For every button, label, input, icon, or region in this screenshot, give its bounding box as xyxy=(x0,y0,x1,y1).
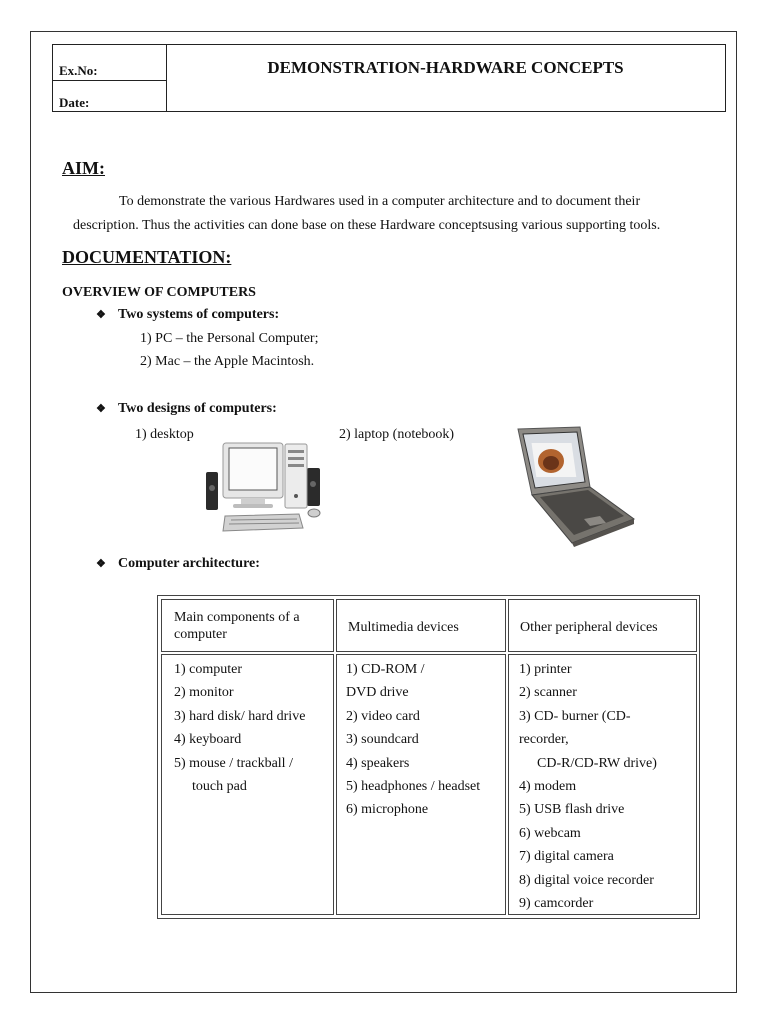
diamond-bullet-icon: ❖ xyxy=(96,309,106,321)
design-item-desktop: 1) desktop xyxy=(135,427,194,442)
list-item: 3) CD- burner (CD- xyxy=(519,708,631,724)
desktop-computer-image xyxy=(203,440,328,535)
list-item: 6) webcam xyxy=(519,825,581,841)
list-item: recorder, xyxy=(519,732,569,748)
document-title: DEMONSTRATION-HARDWARE CONCEPTS xyxy=(267,58,624,77)
list-item: 2) scanner xyxy=(519,685,577,701)
systems-bullet xyxy=(96,307,279,323)
list-item: 9) camcorder xyxy=(519,896,594,912)
architecture-bullet xyxy=(96,556,260,572)
list-item: 2) monitor xyxy=(174,685,234,701)
list-item: 3) soundcard xyxy=(346,732,419,748)
diamond-bullet-icon: ❖ xyxy=(96,558,106,570)
table-cell-peripherals xyxy=(508,654,697,915)
system-item: 1) PC – the Personal Computer; xyxy=(140,331,319,346)
list-item: 4) speakers xyxy=(346,755,410,771)
aim-heading: AIM: xyxy=(62,158,105,178)
systems-bullet-label: Two systems of computers: xyxy=(118,307,280,322)
list-item: CD-R/CD-RW drive) xyxy=(537,755,657,771)
exno-cell xyxy=(53,45,166,81)
aim-text-line-1: To demonstrate the various Hardwares used in a computer architecture and to document their xyxy=(119,194,641,209)
header-table xyxy=(52,44,726,112)
table-header-main-components: Main components of a computer xyxy=(161,599,334,652)
table-cell-multimedia xyxy=(336,654,506,915)
designs-bullet xyxy=(96,401,277,417)
design-item-laptop: 2) laptop (notebook) xyxy=(339,427,455,442)
architecture-bullet-label: Computer architecture: xyxy=(118,556,260,571)
exno-label: Ex.No: xyxy=(59,63,98,78)
diamond-bullet-icon: ❖ xyxy=(96,403,106,415)
list-item: touch pad xyxy=(192,779,247,795)
table-cell-main-components xyxy=(161,654,334,915)
documentation-heading: DOCUMENTATION: xyxy=(62,247,232,267)
list-item: 5) headphones / headset xyxy=(346,779,481,795)
list-item: DVD drive xyxy=(346,685,409,701)
system-item: 2) Mac – the Apple Macintosh. xyxy=(140,354,315,369)
date-label: Date: xyxy=(59,95,90,110)
table-header-peripherals: Other peripheral devices xyxy=(508,599,697,652)
list-item: 1) printer xyxy=(519,662,572,677)
list-item: 7) digital camera xyxy=(519,849,614,865)
list-item: 3) hard disk/ hard drive xyxy=(174,708,306,724)
date-cell xyxy=(53,80,166,112)
list-item: 6) microphone xyxy=(346,802,429,818)
aim-text-line-2: description. Thus the activities can done base on these Hardware conceptsusing various supporting tools. xyxy=(73,218,661,233)
overview-heading: OVERVIEW OF COMPUTERS xyxy=(62,285,256,300)
table-header-multimedia: Multimedia devices xyxy=(336,599,506,652)
designs-bullet-label: Two designs of computers: xyxy=(118,401,277,416)
list-item: 1) computer xyxy=(174,662,243,677)
list-item: 4) keyboard xyxy=(174,732,242,748)
architecture-table xyxy=(157,595,700,919)
list-item: 1) CD-ROM / xyxy=(346,662,425,677)
list-item: 2) video card xyxy=(346,708,420,724)
list-item: 5) USB flash drive xyxy=(519,802,625,818)
list-item: 8) digital voice recorder xyxy=(519,872,654,888)
list-item: 4) modem xyxy=(519,779,577,795)
list-item: 5) mouse / trackball / xyxy=(174,755,293,771)
laptop-computer-image xyxy=(514,425,636,547)
